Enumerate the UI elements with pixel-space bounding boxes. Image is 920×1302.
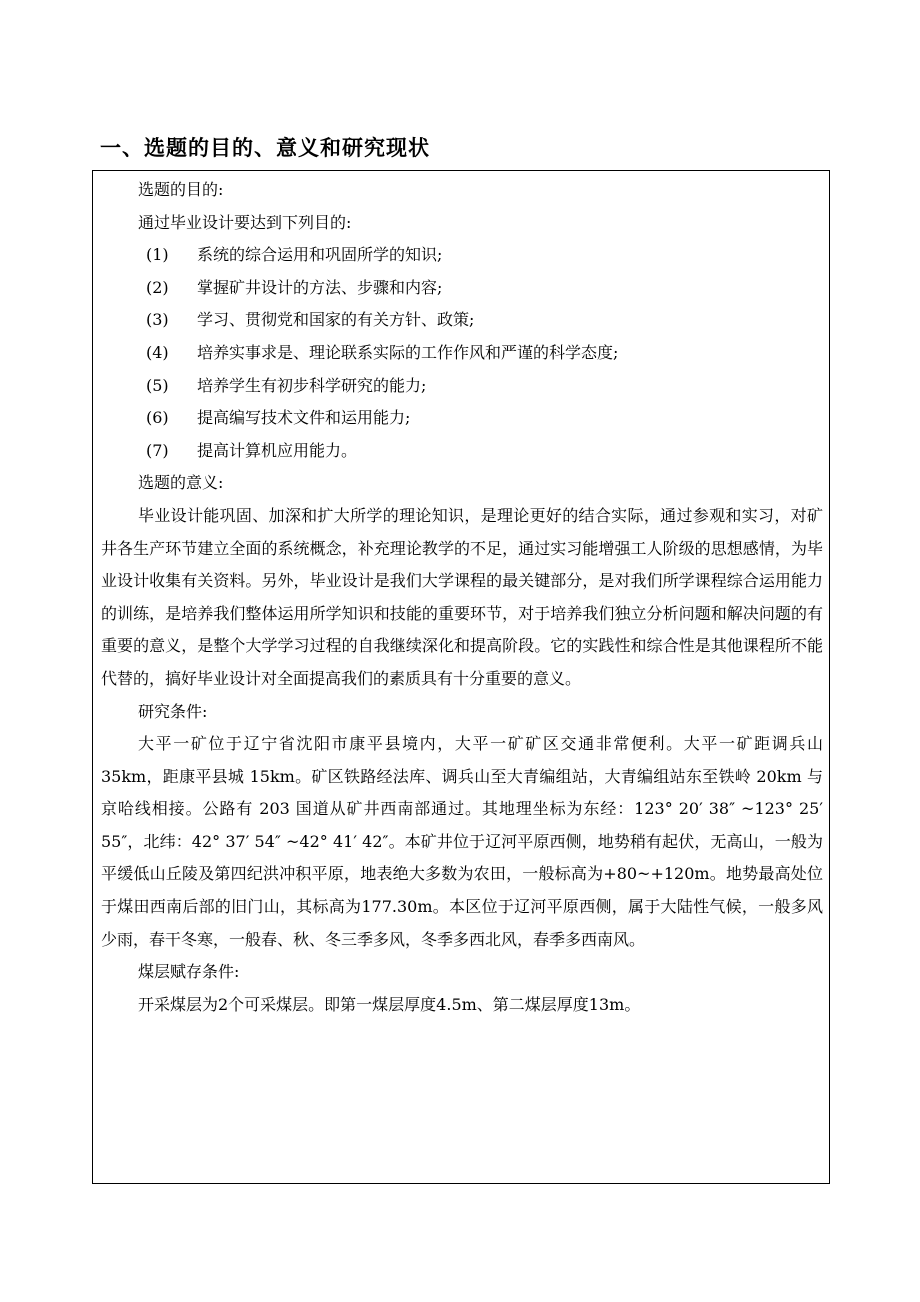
coal-label: 煤层赋存条件:: [138, 962, 240, 982]
item-text: 培养实事求是、理论联系实际的工作作风和严谨的科学态度;: [197, 342, 619, 362]
significance-label: 选题的意义:: [138, 473, 224, 493]
item-number: (6): [146, 408, 169, 428]
significance-paragraph: 毕业设计能巩固、加深和扩大所学的理论知识，是理论更好的结合实际，通过参观和实习，对矿井各生产环节建立全面的系统概念，补充理论教学的不足，通过实习能增强工人阶级的思想感情，为毕业设计收集有关资料。另外，毕业设计是我们大学课程的最关键部分，是对我们所学课程综合运用能力的训练，是培养我们整体运用所学知识和技能的重要环节，对于培养我们独立分析问题和解决问题的有重要的意义，是整个大学学习过程的自我继续深化和提高阶段。它的实践性和综合性是其他课程所不能代替的，搞好毕业设计对全面提高我们的素质具有十分重要的意义。: [101, 505, 823, 688]
item-number: (7): [146, 440, 169, 460]
item-number: (4): [146, 342, 169, 362]
item-text: 提高编写技术文件和运用能力;: [197, 408, 411, 428]
purpose-item: [101, 304, 823, 337]
item-number: (2): [146, 277, 169, 297]
content-body: [101, 174, 823, 1021]
purpose-item: [101, 272, 823, 305]
item-number: (3): [146, 310, 169, 330]
research-label: 研究条件:: [138, 701, 208, 721]
purpose-item: [101, 337, 823, 370]
purpose-item: [101, 370, 823, 403]
purpose-item: [101, 239, 823, 272]
coal-paragraph: 开采煤层为2个可采煤层。即第一煤层厚度4.5m、第二煤层厚度13m。: [138, 994, 641, 1014]
item-text: 培养学生有初步科学研究的能力;: [197, 375, 427, 395]
purpose-intro: 通过毕业设计要达到下列目的:: [138, 212, 352, 232]
purpose-item: [101, 402, 823, 435]
purpose-label: 选题的目的:: [138, 180, 224, 199]
item-text: 提高计算机应用能力。: [197, 440, 358, 460]
item-number: (5): [146, 375, 169, 395]
research-paragraph: 大平一矿位于辽宁省沈阳市康平县境内，大平一矿矿区交通非常便利。大平一矿距调兵山 35km，距康平县城 15km。矿区铁路经法库、调兵山至大青编组站，大青编组站东至铁岭 20km 与京哈线相接。公路有 203 国道从矿井西南部通过。其地理坐标为东经：123° 20′ 38″ ~123° 25′ 55″，北纬：42° 37′ 54″ ~42° 41′ 42″。本矿井位于辽河平原西侧，地势稍有起伏，无高山，一般为平缓低山丘陵及第四纪洪冲积平原，地表绝大多数为农田，一般标高为+80~+120m。地势最高处位于煤田西南后部的旧门山，其标高为177.30m。本区位于辽河平原西侧，属于大陆性气候，一般多风少雨，春干冬寒，一般春、秋、冬三季多风，冬季多西北风，春季多西南风。: [101, 734, 823, 949]
item-text: 系统的综合运用和巩固所学的知识;: [197, 245, 443, 265]
item-text: 掌握矿井设计的方法、步骤和内容;: [197, 277, 443, 297]
purpose-item: [101, 435, 823, 468]
item-text: 学习、贯彻党和国家的有关方针、政策;: [197, 310, 475, 330]
section-title: 一、选题的目的、意义和研究现状: [100, 136, 430, 160]
item-number: (1): [146, 245, 169, 265]
